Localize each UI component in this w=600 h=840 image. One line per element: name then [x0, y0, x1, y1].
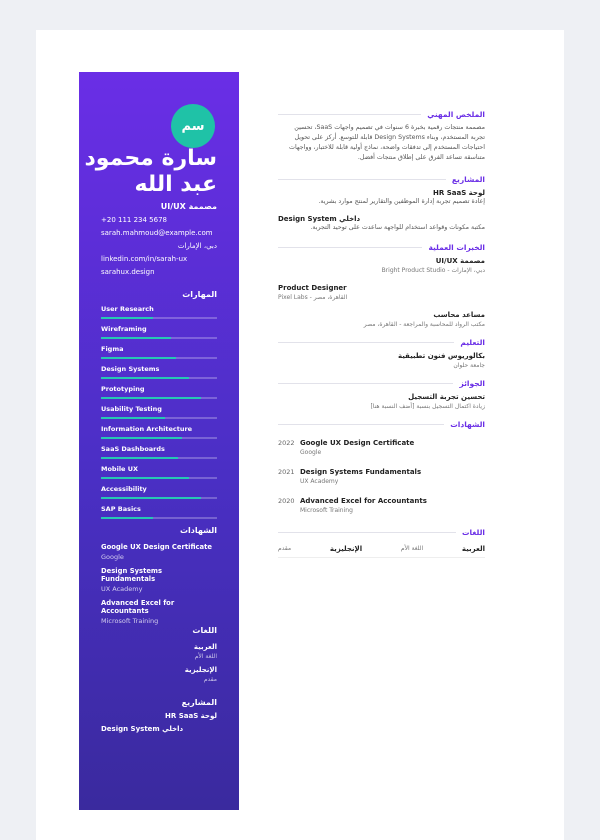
cert-issuer: Google: [101, 553, 124, 561]
awards-title: الجوائز: [459, 379, 485, 388]
project-title: لوحة HR SaaS: [433, 189, 485, 197]
languages-row: [278, 545, 485, 558]
divider: [278, 532, 456, 533]
cert-issuer: Google: [300, 449, 322, 456]
skill-bar: [101, 477, 217, 479]
education-title: التعليم: [460, 338, 485, 347]
section-heading: [278, 175, 485, 184]
cert-year: 2022: [278, 439, 295, 447]
contact-info: [101, 214, 217, 279]
projects-title: المشاريع: [451, 175, 485, 184]
sidebar-certificates: [101, 526, 217, 625]
experience-title: الخبرات العملية: [428, 243, 485, 252]
section-heading: [278, 243, 485, 252]
skill-bar: [101, 357, 217, 359]
award-desc: زيادة اكتمال التسجيل بنسبة [أضف النسبة هنا]: [370, 403, 485, 410]
skill-bar-fill: [101, 357, 176, 359]
divider: [278, 424, 444, 425]
job-place: دبي، الإمارات - Bright Product Studio: [381, 267, 485, 274]
resume-page: [36, 30, 564, 840]
skill-bar-fill: [101, 497, 201, 499]
avatar: سم: [171, 104, 215, 148]
skill-name: Information Architecture: [101, 425, 193, 433]
skill-item: [101, 405, 217, 425]
skill-bar: [101, 337, 217, 339]
school-name: جامعة حلوان: [453, 362, 485, 369]
lang-level: مقدم: [203, 676, 217, 683]
divider: [278, 179, 446, 180]
skill-bar-fill: [101, 317, 153, 319]
skill-bar-fill: [101, 337, 171, 339]
skill-item: [101, 485, 217, 505]
skill-name: Figma: [101, 345, 124, 353]
full-name: سارة محمود عبد الله: [84, 146, 217, 197]
skill-name: Accessibility: [101, 485, 147, 493]
skill-bar: [101, 457, 217, 459]
skill-bar: [101, 437, 217, 439]
cert-issuer: Microsoft Training: [300, 507, 353, 514]
project-title: Design System داخلي: [278, 215, 361, 223]
skill-name: Design Systems: [101, 365, 160, 373]
award-title: تحسين تجربة التسجيل: [408, 393, 485, 401]
cert-title: Design Systems Fundamentals: [300, 468, 422, 476]
skill-bar: [101, 417, 217, 419]
cert-title: Google UX Design Certificate: [300, 439, 415, 447]
cert-issuer: Microsoft Training: [101, 617, 159, 625]
cert-title: Advanced Excel for Accountants: [101, 599, 175, 615]
lang-name: الإنجليزية: [329, 545, 363, 553]
projects-title: المشاريع: [181, 698, 217, 707]
main-content: [278, 110, 485, 558]
skill-bar: [101, 377, 217, 379]
skill-item: [101, 305, 217, 325]
cert-year: 2021: [278, 468, 295, 476]
project-name: لوحة HR SaaS: [165, 712, 217, 720]
project-desc: إعادة تصميم تجربة إدارة الموظفين والتقارير لمنتج موارد بشرية.: [318, 198, 485, 205]
email-link[interactable]: sarah.mahmoud@example.com: [101, 229, 213, 237]
sidebar-languages: [101, 626, 217, 683]
skill-bar: [101, 497, 217, 499]
skill-bar: [101, 517, 217, 519]
skill-name: Wireframing: [101, 325, 147, 333]
summary-title: الملخص المهني: [427, 110, 485, 119]
lang-name: العربية: [193, 643, 217, 651]
job-place: القاهرة، مصر - Pixel Labs: [278, 294, 348, 301]
lang-name: العربية: [461, 545, 485, 553]
skill-item: [101, 385, 217, 405]
project-desc: مكتبة مكونات وقواعد استخدام للواجهة ساعدت على توحيد التجربة.: [310, 224, 485, 231]
cert-row: [278, 468, 485, 485]
summary-text: مصممة منتجات رقمية بخبرة 6 سنوات في تصميم واجهات SaaS، تحسين تجربة المستخدم، وبناء Design Systems قابلة للتوسع. أركز على تحويل احتياجات المستخدم إلى تدفقات واضحة، نماذج أولية قابلة للاختبار، وواجهات متناسقة تساعد الفرق على إطلاق منتجات أفضل.: [289, 124, 485, 161]
lang-level: اللغة الأم: [194, 653, 217, 660]
phone-text: +20 111 234 5678: [101, 216, 167, 224]
skill-name: SAP Basics: [101, 505, 141, 513]
skill-item: [101, 465, 217, 485]
section-heading: [278, 528, 485, 537]
location-text: دبي، الإمارات: [177, 242, 217, 250]
skill-item: [101, 505, 217, 525]
skill-item: [101, 345, 217, 365]
cert-issuer: UX Academy: [300, 478, 339, 485]
cert-row: [278, 497, 485, 514]
certs-title: الشهادات: [179, 526, 217, 535]
section-heading: [278, 379, 485, 388]
skill-name: Prototyping: [101, 385, 145, 393]
job-title: Product Designer: [278, 284, 347, 292]
cert-year: 2020: [278, 497, 295, 505]
divider: [278, 342, 454, 343]
lang-level: مقدم: [278, 545, 292, 552]
lang-name: الإنجليزية: [184, 666, 217, 674]
skill-bar-fill: [101, 377, 189, 379]
sidebar-projects: [101, 698, 217, 733]
cert-title: Google UX Design Certificate: [101, 543, 212, 551]
divider: [278, 383, 453, 384]
job-title: مساعد محاسب: [433, 311, 485, 319]
section-heading: [278, 338, 485, 347]
skills-section: [101, 290, 217, 525]
skill-name: User Research: [101, 305, 154, 313]
cert-issuer: UX Academy: [101, 585, 143, 593]
website-link[interactable]: sarahux.design: [101, 268, 155, 276]
job-title: مصممة UI/UX: [160, 202, 217, 211]
job-title: مصممة UI/UX: [435, 257, 485, 265]
skills-title: المهارات: [182, 290, 217, 299]
skill-bar-fill: [101, 417, 165, 419]
cert-title: Design Systems Fundamentals: [101, 567, 163, 583]
langs-title: اللغات: [461, 528, 485, 537]
cert-row: [278, 439, 485, 456]
cert-title: Advanced Excel for Accountants: [300, 497, 427, 505]
skill-bar-fill: [101, 437, 182, 439]
skill-name: Mobile UX: [101, 465, 139, 473]
degree-title: بكالوريوس فنون تطبيقية: [397, 352, 485, 360]
project-name: Design System داخلي: [101, 725, 184, 733]
skill-name: SaaS Dashboards: [101, 445, 165, 453]
langs-title: اللغات: [192, 626, 217, 635]
lang-level: اللغة الأم: [400, 545, 424, 552]
skill-name: Usability Testing: [101, 405, 162, 413]
skill-bar-fill: [101, 397, 201, 399]
section-heading: [278, 420, 485, 429]
linkedin-link[interactable]: linkedin.com/in/sarah-ux: [101, 255, 188, 263]
skill-item: [101, 445, 217, 465]
divider: [278, 247, 422, 248]
sidebar: [79, 72, 239, 810]
skill-item: [101, 365, 217, 385]
skill-bar: [101, 397, 217, 399]
skill-bar: [101, 317, 217, 319]
skill-item: [101, 425, 217, 445]
divider: [278, 114, 421, 115]
job-place: مكتب الرواد للمحاسبة والمراجعة - القاهرة، مصر: [363, 321, 485, 328]
skill-bar-fill: [101, 457, 178, 459]
skill-bar-fill: [101, 517, 153, 519]
skill-bar-fill: [101, 477, 189, 479]
certs-title: الشهادات: [450, 420, 485, 429]
section-heading: [278, 110, 485, 119]
skill-item: [101, 325, 217, 345]
